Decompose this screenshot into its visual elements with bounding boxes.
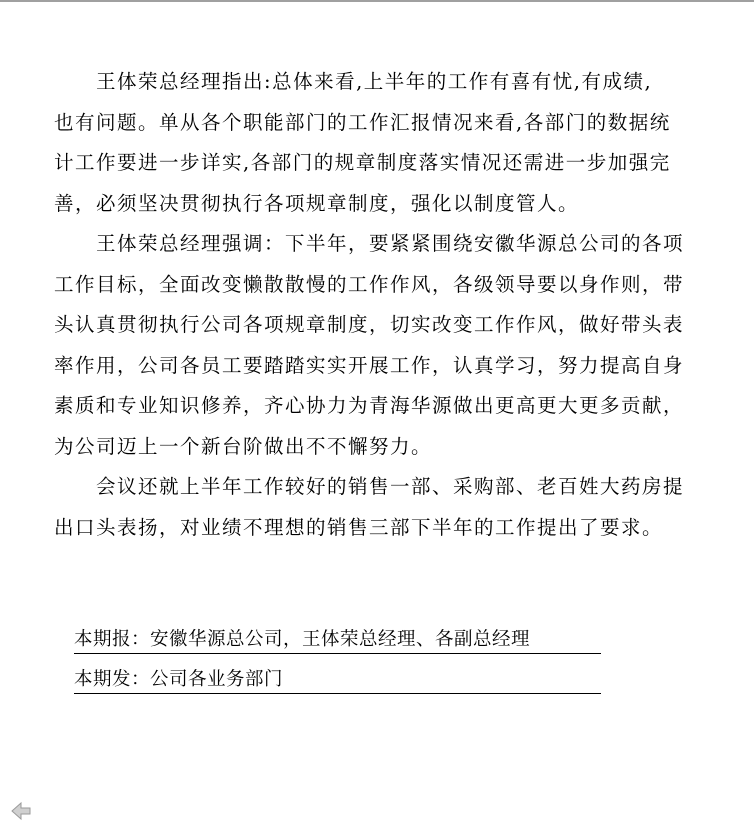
page-top-border — [0, 0, 754, 2]
paragraph-line: 善，必须坚决贯彻执行各项规章制度，强化以制度管人。 — [54, 191, 580, 215]
paragraph-line: 为公司迈上一个新台阶做出不不懈努力。 — [54, 434, 433, 458]
paragraph-1 — [54, 62, 671, 224]
paragraph-line: 也有问题。单从各个职能部门的工作汇报情况来看,各部门的数据统 — [54, 110, 671, 134]
back-arrow-icon[interactable] — [10, 800, 32, 822]
distribute-to-line: 本期发：公司各业务部门 — [74, 667, 601, 694]
paragraph-3 — [54, 467, 684, 548]
paragraph-line: 计工作要进一步详实,各部门的规章制度落实情况还需进一步加强完 — [54, 151, 671, 174]
back-arrow-icon-graphic — [10, 800, 32, 822]
paragraph-line: 率作用，公司各员工要踏踏实实开展工作，认真学习，努力提高自身 — [54, 353, 685, 377]
paragraph-line: 出口头表扬，对业绩不理想的销售三部下半年的工作提出了要求。 — [54, 515, 664, 539]
paragraph-line: 头认真贯彻执行公司各项规章制度，切实改变工作作风，做好带头表 — [54, 313, 685, 336]
paragraph-line: 素质和专业知识修养，齐心协力为青海华源做出更高更大更多贡献， — [54, 394, 685, 417]
paragraph-2 — [54, 224, 684, 467]
paragraph-line: 王体荣总经理强调：下半年，要紧紧围绕安徽华源总公司的各项 — [96, 232, 685, 255]
paragraph-line: 会议还就上半年工作较好的销售一部、采购部、老百姓大药房提 — [96, 475, 685, 498]
report-to-line: 本期报：安徽华源总公司，王体荣总经理、各副总经理 — [74, 627, 601, 654]
paragraph-line: 王体荣总经理指出:总体来看,上半年的工作有喜有忧,有成绩, — [96, 70, 653, 93]
paragraph-line: 工作目标，全面改变懒散散慢的工作作风，各级领导要以身作则，带 — [54, 272, 685, 296]
